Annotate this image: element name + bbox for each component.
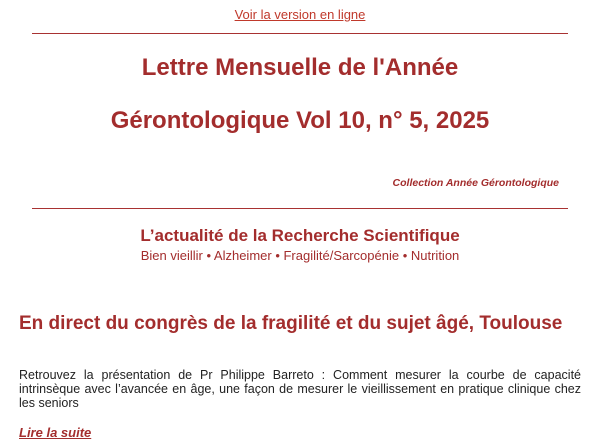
section-heading: L’actualité de la Recherche Scientifique	[140, 226, 460, 245]
title-divider	[32, 208, 568, 209]
header-divider	[32, 33, 568, 34]
newsletter-title-line2: Gérontologique Vol 10, n° 5, 2025	[110, 107, 490, 134]
collection-label: Collection Année Gérontologique	[392, 177, 559, 189]
article-title: En direct du congrès de la fragilité et du sujet âgé, Toulouse	[19, 313, 563, 334]
read-more-link[interactable]: Lire la suite	[19, 425, 92, 440]
section-topics: Bien vieillir • Alzheimer • Fragilité/Sarcopénie • Nutrition	[140, 248, 460, 263]
newsletter-title-line1: Lettre Mensuelle de l'Année	[141, 54, 459, 81]
view-online-link[interactable]: Voir la version en ligne	[234, 7, 366, 22]
article-description: Retrouvez la présentation de Pr Philippe Barreto : Comment mesurer la courbe de capacité intrinsèque avec l’avancée en âge, une façon de mesurer le vieillissement en pratique clinique chez les seniors	[19, 368, 581, 410]
